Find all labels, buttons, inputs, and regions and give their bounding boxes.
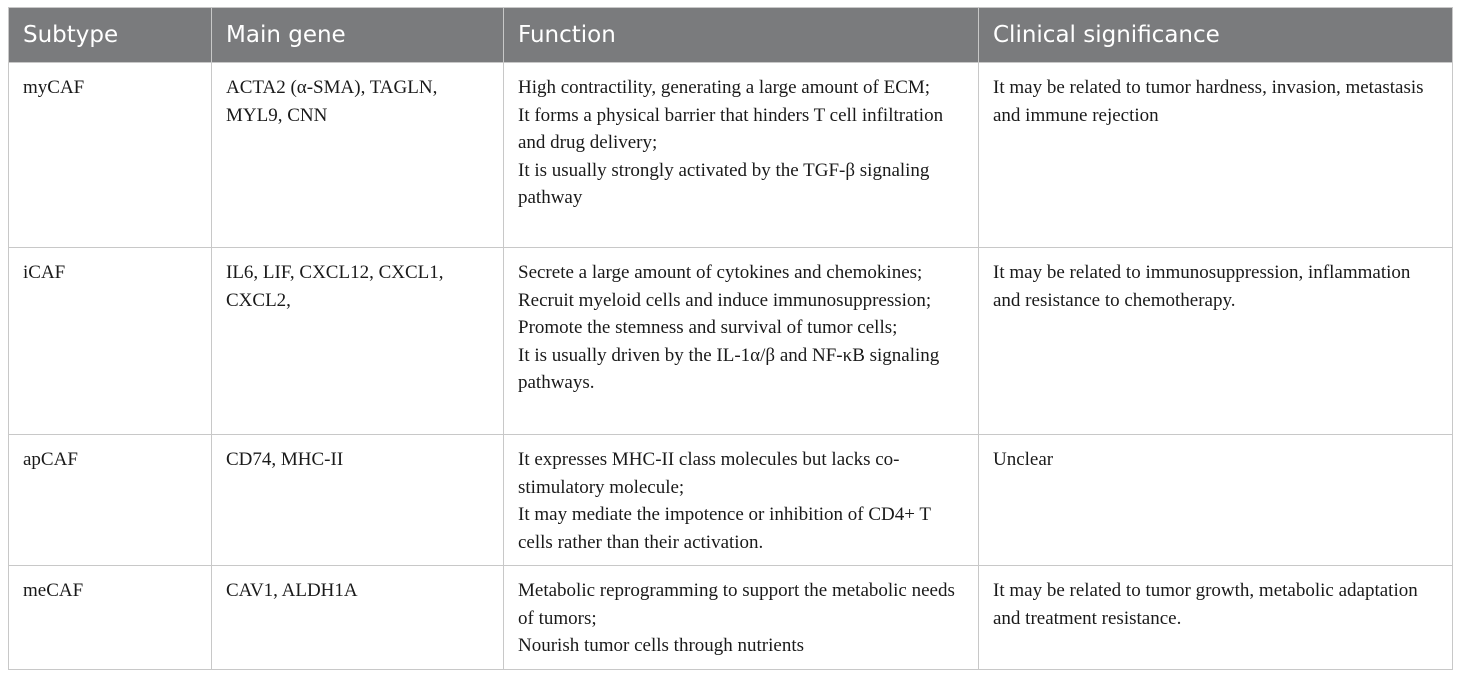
function-cell [504,435,979,566]
subtype-cell: iCAF [9,248,212,435]
header-clinical-significance: Clinical significance [979,8,1453,63]
subtype-cell: myCAF [9,63,212,248]
header-row [9,8,1453,63]
table-row [9,63,1453,248]
clinical-cell: Unclear [979,435,1453,566]
header-function: Function [504,8,979,63]
function-line: It expresses MHC-II class molecules but lacks co-stimulatory molecule; [518,449,900,498]
function-line: Promote the stemness and survival of tumor cells; [518,317,898,338]
header-subtype: Subtype [9,8,212,63]
subtype-cell: apCAF [9,435,212,566]
table-row [9,435,1453,566]
gene-cell: CD74, MHC-II [212,435,504,566]
function-cell [504,248,979,435]
function-line: Secrete a large amount of cytokines and chemokines; [518,262,923,283]
header-main-gene: Main gene [212,8,504,63]
function-line: It is usually strongly activated by the TGF-β signaling pathway [518,159,930,208]
function-line: Recruit myeloid cells and induce immunosuppression; [518,289,932,311]
function-line: It is usually driven by the IL-1α/β and NF-κB signaling pathways. [518,344,940,393]
function-line: Nourish tumor cells through nutrients [518,635,805,656]
table-row [9,566,1453,670]
subtype-cell: meCAF [9,566,212,670]
function-cell [504,63,979,248]
clinical-cell: It may be related to tumor growth, metabolic adaptation and treatment resistance. [979,566,1453,670]
caf-subtype-table [8,7,1453,670]
gene-cell: IL6, LIF, CXCL12, CXCL1, CXCL2, [212,248,504,435]
function-line: It forms a physical barrier that hinders T cell infiltration and drug delivery; [518,104,944,153]
gene-cell: CAV1, ALDH1A [212,566,504,670]
function-cell [504,566,979,670]
clinical-cell: It may be related to immunosuppression, inflammation and resistance to chemotherapy. [979,248,1453,435]
clinical-cell: It may be related to tumor hardness, invasion, metastasis and immune rejection [979,63,1453,248]
gene-cell: ACTA2 (α-SMA), TAGLN, MYL9, CNN [212,63,504,248]
function-line: High contractility, generating a large amount of ECM; [518,77,931,98]
function-line: Metabolic reprogramming to support the metabolic needs of tumors; [518,580,955,629]
function-line: It may mediate the impotence or inhibition of CD4+ T cells rather than their activation. [518,504,931,553]
table-row [9,248,1453,435]
